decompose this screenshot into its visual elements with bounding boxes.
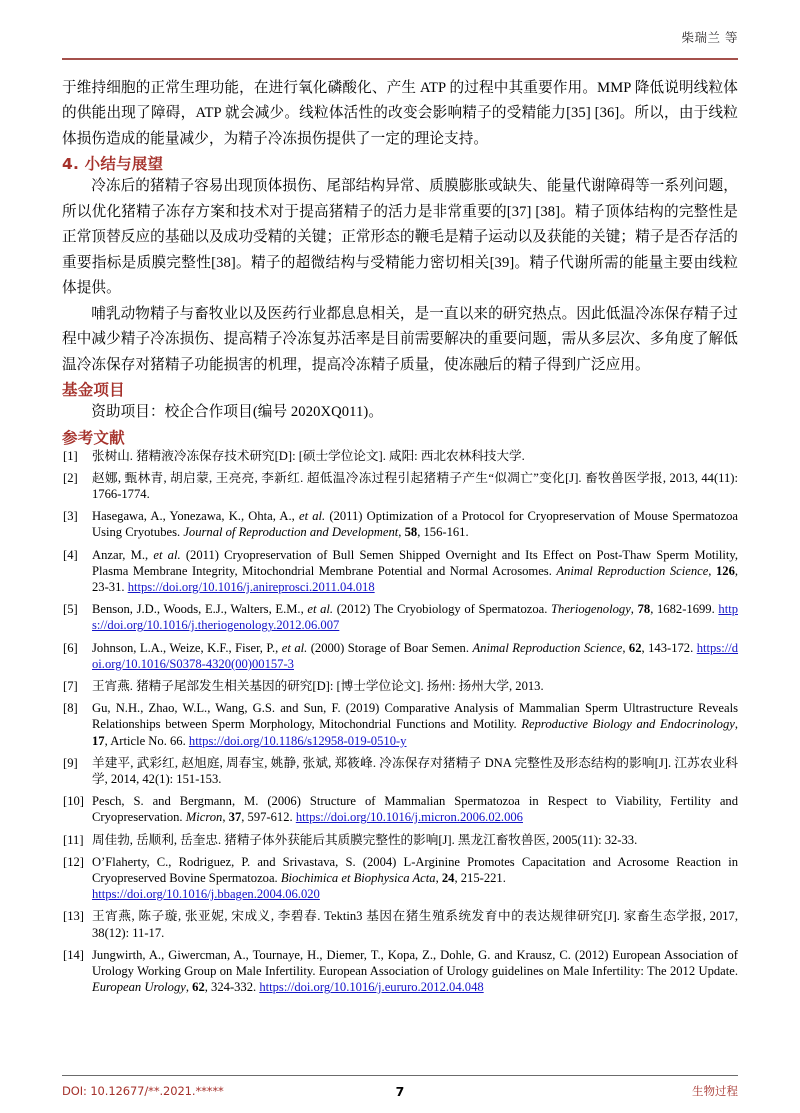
reference-volume: 78	[637, 602, 651, 617]
reference-plain-text: ,	[398, 525, 405, 540]
reference-number: [10]	[63, 794, 84, 809]
reference-plain-text: O’Flaherty, C., Rodriguez, P. and Srivastava, S. (2004) L-Arginine Promotes Capacitation and Acrosome Reaction in Cryopreserved Bovine Spermatozoa.	[92, 854, 738, 886]
reference-item	[62, 508, 738, 540]
reference-number: [14]	[63, 947, 84, 962]
reference-text	[92, 678, 738, 694]
reference-item	[62, 793, 738, 825]
reference-plain-text: , 597-612.	[241, 810, 296, 825]
reference-text	[92, 793, 738, 825]
section-heading-summary: 4. 小结与展望	[62, 155, 164, 174]
footer-page-number: 7	[395, 1083, 405, 1099]
reference-text	[92, 854, 738, 903]
header-rule	[62, 58, 738, 60]
summary-paragraph-2: 哺乳动物精子与畜牧业以及医药行业都息息相关，是一直以来的研究热点。因此低温冷冻保存精子过程中减少精子冷冻损伤、提高精子冷冻复苏活率是目前需要解决的重要问题，需从多层次、多角度了解低温冷冻保存对猪精子功能损害的机理，提高冷冻精子质量，使冻融后的精子得到广泛应用。	[62, 305, 738, 373]
reference-journal-title: Micron	[185, 810, 223, 825]
reference-journal-title: et al.	[281, 640, 308, 655]
reference-plain-text: Benson, J.D., Woods, E.J., Walters, E.M.,	[92, 602, 308, 617]
reference-doi-link[interactable]: https://doi.org/10.1016/j.theriogenology.2012.06.007	[92, 602, 738, 633]
body-content	[62, 76, 738, 996]
reference-plain-text: Gu, N.H., Zhao, W.L., Wang, G.S. and Sun, F. (2019) Comparative Analysis of Mammalian Sperm Ultrastructure Reveals Relationships between Sperm Morphology, Mitochondrial Functions and Motility.	[92, 701, 738, 732]
reference-plain-text: ,	[185, 980, 193, 995]
reference-plain-text: , 156-161.	[417, 525, 469, 540]
reference-number: [3]	[63, 509, 78, 524]
footer-doi: DOI: 10.12677/**.2021.*****	[62, 1084, 224, 1098]
reference-volume: 126	[715, 563, 735, 578]
reference-volume: 17	[92, 733, 105, 748]
reference-number: [1]	[63, 448, 78, 463]
reference-text	[92, 947, 738, 996]
reference-item	[62, 947, 738, 996]
reference-journal-title: Journal of Reproduction and Development	[183, 525, 399, 540]
reference-plain-text: 王宵燕. 猪精子尾部发生相关基因的研究[D]: [博士学位论文]. 扬州: 扬州大学, 2013.	[92, 679, 544, 694]
reference-number: [4]	[63, 547, 78, 562]
reference-item	[62, 640, 738, 672]
reference-text	[92, 448, 738, 464]
reference-journal-title: European Urology	[92, 980, 186, 995]
reference-item	[62, 908, 738, 940]
reference-plain-text: (2011) Cryopreservation of Bull Semen Shipped Overnight and Its Effect on Post-Thaw Sperm Motility, Plasma Membrane Integrity, Mitochondrial Membrane Potential and Normal Acrosomes.	[92, 547, 739, 578]
reference-journal-title: Animal Reproduction Science	[472, 640, 623, 655]
reference-number: [2]	[63, 470, 78, 485]
reference-plain-text: 张树山. 猪精液冷冻保存技术研究[D]: [硕士学位论文]. 咸阳: 西北农林科技大学.	[92, 448, 525, 463]
reference-plain-text: (2012) The Cryobiology of Spermatozoa.	[333, 602, 552, 617]
reference-item	[62, 678, 738, 694]
reference-plain-text: ,	[222, 810, 229, 825]
reference-text	[92, 508, 738, 540]
reference-text	[92, 832, 738, 848]
reference-plain-text: Jungwirth, A., Giwercman, A., Tournaye, H., Diemer, T., Kopa, Z., Dohle, G. and Krausz, C. (2012) European Association of Urology Working Group on Male Infertility. European Association of Urology guidelines on Male Infertility: The 2012 Update.	[92, 947, 738, 979]
reference-journal-title: et al.	[298, 509, 326, 524]
reference-text	[92, 908, 738, 940]
reference-doi-link[interactable]: https://doi.org/10.1016/j.bbagen.2004.06.020	[92, 887, 320, 902]
reference-number: [13]	[63, 909, 84, 924]
reference-volume: 24	[441, 871, 455, 886]
reference-journal-title: Animal Reproduction Science	[556, 563, 709, 578]
reference-doi-link[interactable]: https://doi.org/10.1016/S0378-4320(00)00157-3	[92, 640, 739, 671]
reference-plain-text: Hasegawa, A., Yonezawa, K., Ohta, A.,	[92, 509, 299, 524]
reference-volume: 62	[628, 640, 642, 655]
reference-text	[92, 755, 738, 787]
reference-text	[92, 547, 738, 596]
reference-plain-text: , 143-172.	[641, 640, 697, 655]
reference-text	[92, 470, 738, 502]
reference-plain-text: Johnson, L.A., Weize, K.F., Fiser, P.,	[92, 640, 282, 655]
reference-plain-text: ,	[708, 563, 716, 578]
reference-journal-title: Biochimica et Biophysica Acta	[280, 871, 436, 886]
reference-item	[62, 755, 738, 787]
reference-item	[62, 832, 738, 848]
reference-doi-link[interactable]: https://doi.org/10.1016/j.anireprosci.2011.04.018	[127, 580, 375, 595]
running-header-author: 柴瑞兰 等	[681, 30, 738, 45]
reference-item	[62, 470, 738, 502]
section-heading-references: 参考文献	[62, 428, 125, 447]
reference-text	[92, 640, 738, 672]
reference-volume: 37	[228, 810, 242, 825]
reference-journal-title: et al.	[307, 602, 334, 617]
reference-plain-text: 赵娜, 甄林青, 胡启蒙, 王亮亮, 李新红. 超低温冷冻过程引起猪精子产生“似凋亡”变化[J]. 畜牧兽医学报, 2013, 44(11): 1766-1774.	[92, 470, 738, 501]
summary-paragraph-1: 冷冻后的猪精子容易出现顶体损伤、尾部结构异常、质膜膨胀或缺失、能量代谢障碍等一系列问题，所以优化猪精子冻存方案和技术对于提高猪精子的活力是非常重要的[37] [38]。精子顶体结构的完整性是正常顶替反应的基础以及成功受精的关键；正常形态的鞭毛是精子运动以及获能的关键；精子是否存活的重要指标是质膜完整性[38]。精子的超微结构与受精能力密切相关[39]。精子代谢所需的能量主要由线粒体提供。	[62, 178, 738, 297]
reference-number: [5]	[63, 602, 78, 617]
reference-journal-title: Theriogenology	[551, 602, 631, 617]
reference-doi-link[interactable]: https://doi.org/10.1186/s12958-019-0510-y	[188, 733, 407, 748]
reference-plain-text: 周佳勃, 岳顺利, 岳奎忠. 猪精子体外获能后其质膜完整性的影响[J]. 黑龙江畜牧兽医, 2005(11): 32-33.	[92, 832, 638, 847]
reference-doi-link[interactable]: https://doi.org/10.1016/j.eururo.2012.04.048	[259, 980, 484, 995]
reference-volume: 62	[192, 980, 205, 995]
reference-journal-title: et al.	[153, 547, 181, 562]
reference-plain-text: Pesch, S. and Bergmann, M. (2006) Structure of Mammalian Spermatozoa in Respect to Viability, Fertility and Cryopreservation.	[92, 794, 738, 825]
reference-text	[92, 601, 738, 633]
reference-plain-text: ,	[734, 717, 738, 732]
reference-plain-text: 王宵燕, 陈子璇, 张亚妮, 宋成义, 李碧春. Tektin3 基因在猪生殖系统发育中的表达规律研究[J]. 家畜生态学报, 2017, 38(12): 11-17.	[92, 909, 738, 940]
reference-plain-text: (2011) Optimization of a Protocol for Cryopreservation of Mouse Spermatozoa Using Cryotubes.	[92, 509, 738, 540]
continued-paragraph: 于维持细胞的正常生理功能，在进行氧化磷酸化、产生 ATP 的过程中其重要作用。MMP 降低说明线粒体的供能出现了障碍，ATP 就会减少。线粒体活性的改变会影响精子的受精能力[35] [36]。所以，由于线粒体损伤造成的能量减少，为精子冷冻损伤提供了一定的理论支持。	[62, 79, 738, 147]
reference-doi-link[interactable]: https://doi.org/10.1016/j.micron.2006.02.006	[295, 810, 523, 825]
reference-text	[92, 700, 738, 749]
reference-list	[62, 448, 738, 996]
funding-text: 资助项目：校企合作项目(编号 2020XQ011)。	[91, 404, 384, 421]
reference-item	[62, 700, 738, 749]
reference-number: [11]	[63, 832, 84, 847]
reference-item	[62, 854, 738, 903]
reference-plain-text: Anzar, M.,	[92, 547, 154, 562]
reference-plain-text: 羊建平, 武彩红, 赵旭庭, 周春宝, 姚静, 张斌, 郑筱峰. 冷冻保存对猪精子 DNA 完整性及形态结构的影响[J]. 江苏农业科学, 2014, 42(1): 151-153.	[92, 755, 738, 787]
reference-number: [7]	[63, 679, 78, 694]
reference-plain-text: ,	[622, 640, 629, 655]
reference-item	[62, 547, 738, 596]
reference-number: [12]	[63, 854, 84, 869]
reference-number: [8]	[63, 701, 78, 716]
reference-plain-text: , 1682-1699.	[650, 602, 719, 617]
reference-plain-text: (2000) Storage of Boar Semen.	[307, 640, 473, 655]
footer-journal-name: 生物过程	[692, 1084, 739, 1098]
reference-plain-text: , Article No. 66.	[104, 733, 189, 748]
reference-plain-text: ,	[435, 871, 442, 886]
reference-plain-text: ,	[630, 602, 638, 617]
reference-plain-text: , 324-332.	[204, 980, 260, 995]
section-heading-funding: 基金项目	[62, 381, 125, 400]
reference-item	[62, 448, 738, 464]
reference-plain-text: , 23-31.	[92, 563, 739, 595]
reference-item	[62, 601, 738, 633]
running-header	[62, 0, 738, 48]
reference-journal-title: Reproductive Biology and Endocrinology	[521, 717, 735, 732]
reference-plain-text: , 215-221.	[454, 871, 506, 886]
reference-volume: 58	[404, 525, 418, 540]
reference-number: [6]	[63, 640, 78, 655]
footer-rule	[62, 1075, 738, 1076]
page-footer	[62, 1075, 738, 1099]
reference-number: [9]	[63, 755, 78, 770]
